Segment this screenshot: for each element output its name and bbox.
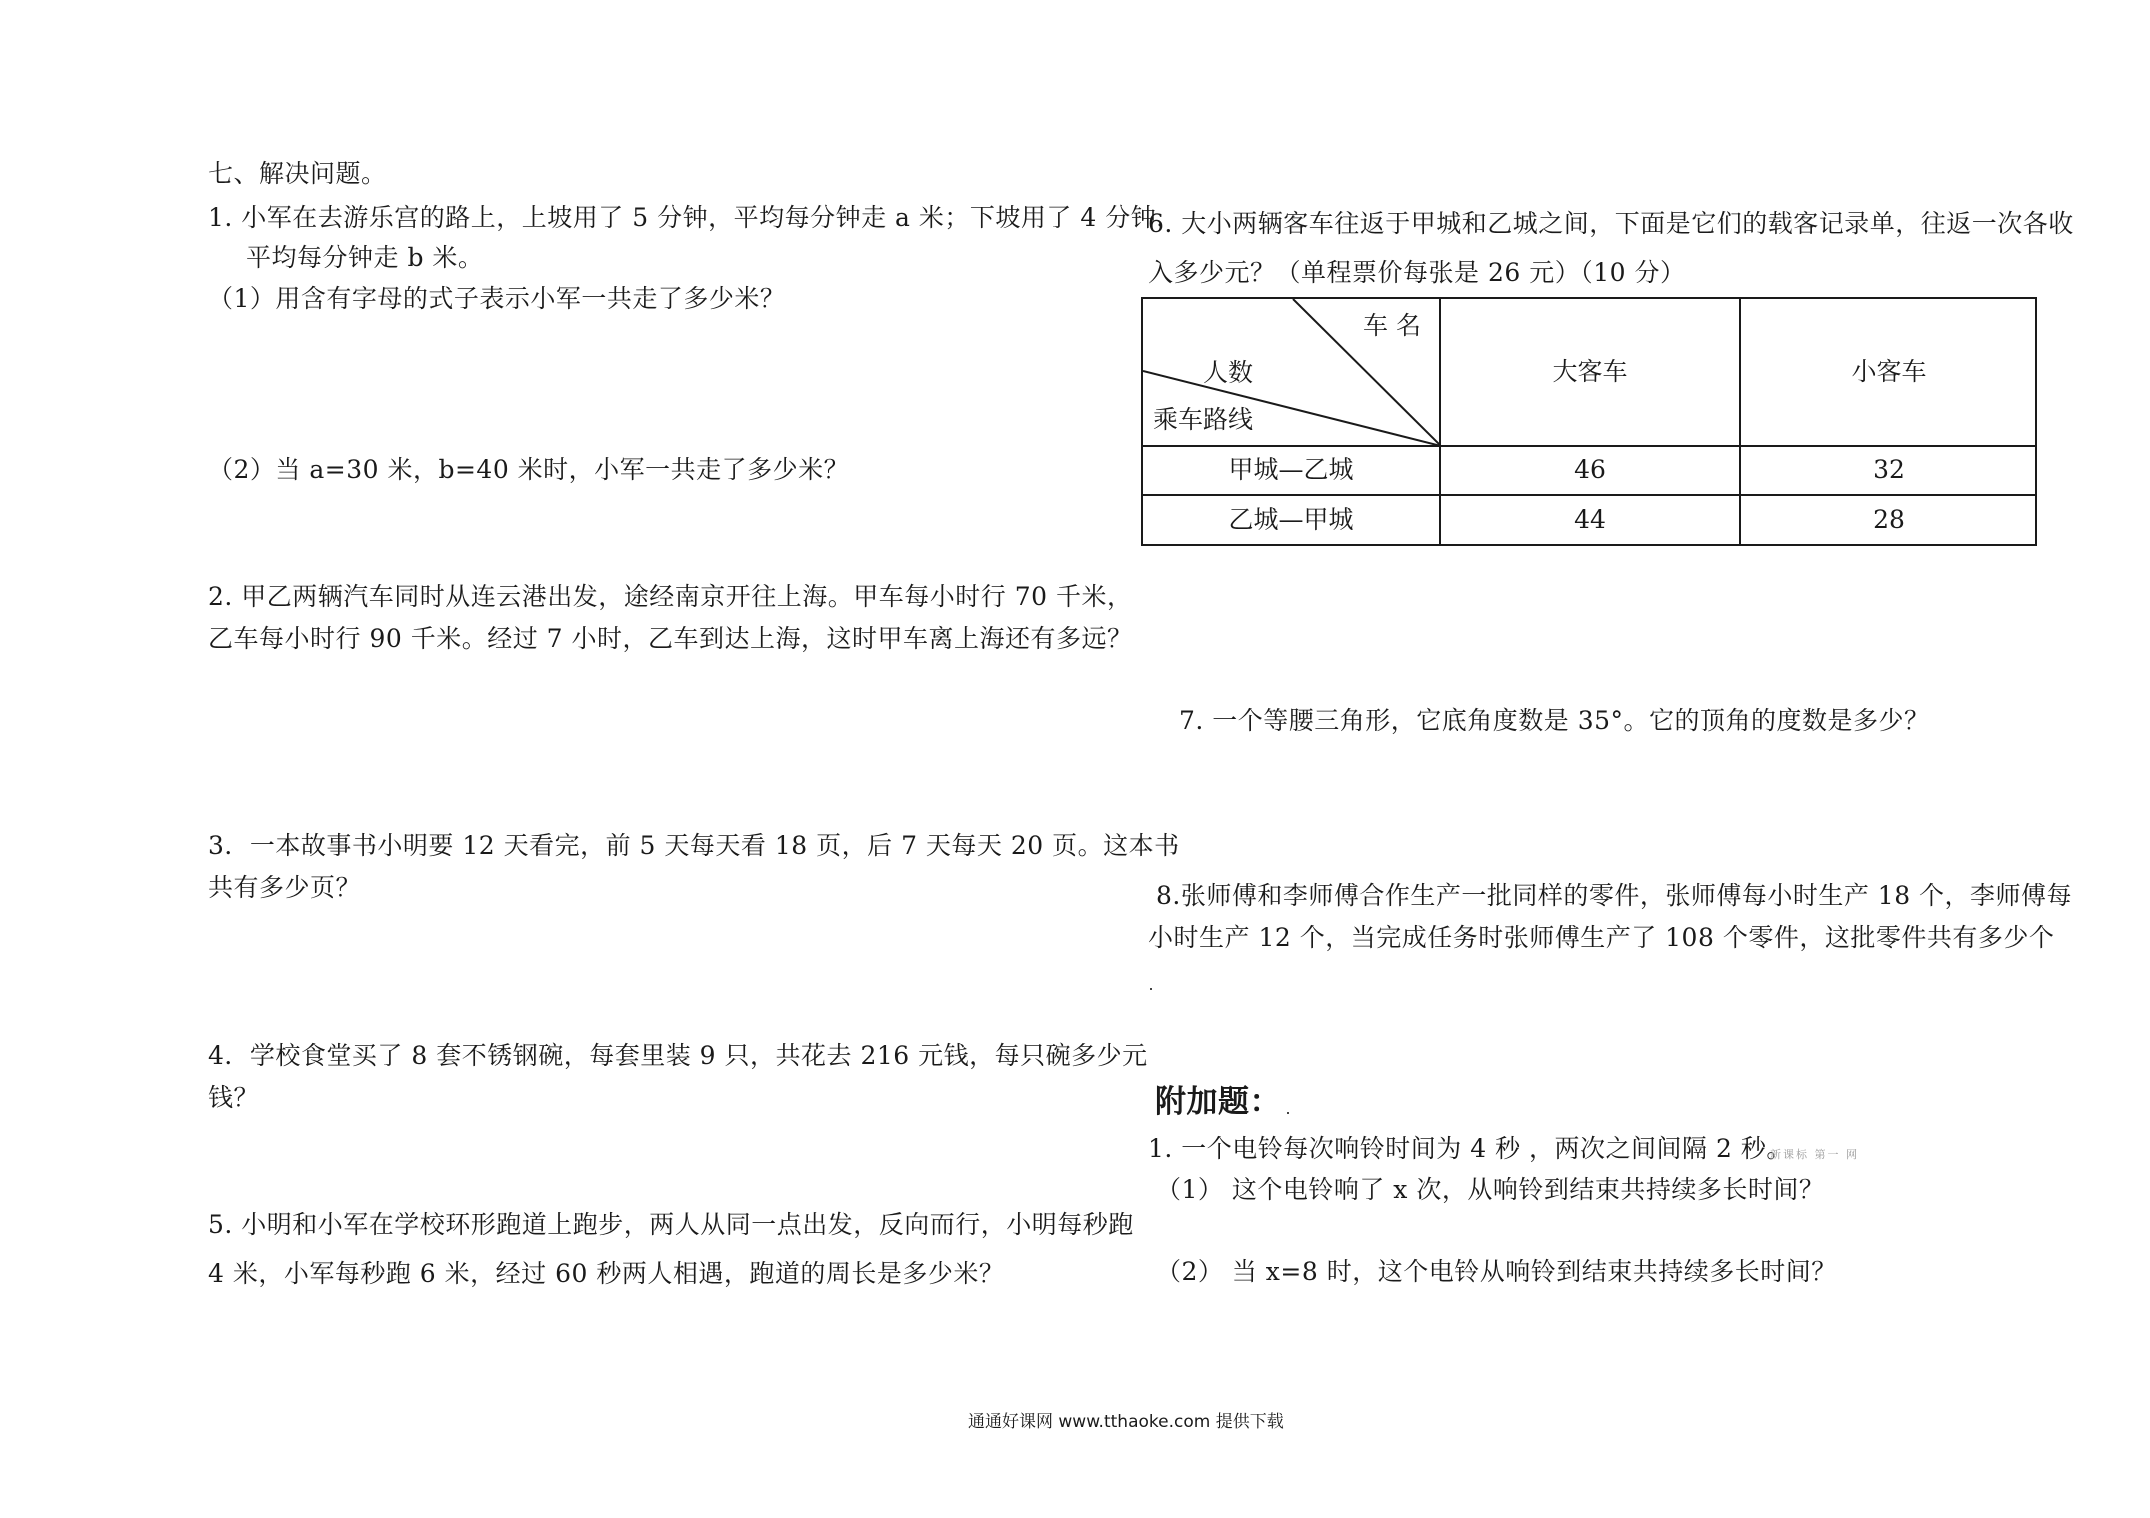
table-row-small-value: 32 [1873,455,1905,484]
question-1-sub-2: （2）当 a=30 米，b=40 米时，小军一共走了多少米？ [208,455,850,484]
table-row-big-value: 44 [1574,505,1606,534]
column-header-small-bus: 小客车 [1851,357,1927,386]
table-row-route: 甲城—乙城 [1228,455,1354,484]
header-car-name: 车 名 [1363,311,1421,340]
table-row-small-value: 28 [1873,505,1905,534]
question-5-line-1: 5. 小明和小军在学校环形跑道上跑步，两人从同一点出发，反向而行，小明每秒跑 [208,1210,1134,1239]
table-divider [1143,494,2035,496]
question-1-line-2: 平均每分钟走 b 米。 [246,243,484,272]
question-8-line-2: 小时生产 12 个，当完成任务时张师傅生产了 108 个零件，这批零件共有多少个 [1148,923,2055,952]
question-5-line-2: 4 米，小军每秒跑 6 米，经过 60 秒两人相遇，跑道的周长是多少米？ [208,1259,1005,1288]
bonus-sub-question-2: （2） 当 x=8 时，这个电铃从响铃到结束共持续多长时间？ [1156,1257,1837,1286]
header-route: 乘车路线 [1153,405,1254,434]
scan-speck [1150,988,1152,990]
section-title: 七、解决问题。 [208,159,387,188]
question-2-line-2: 乙车每小时行 90 千米。经过 7 小时，乙车到达上海，这时甲车离上海还有多远？ [208,624,1133,653]
question-8-line-1: 8.张师傅和李师傅合作生产一批同样的零件，张师傅每小时生产 18 个，李师傅每 [1156,881,2073,910]
column-header-big-bus: 大客车 [1552,357,1628,386]
question-3-line-2: 共有多少页？ [208,873,362,902]
question-3-line-1: 3．一本故事书小明要 12 天看完，前 5 天每天看 18 页，后 7 天每天 20 页。这本书 [208,831,1180,860]
scan-speck [1287,1112,1289,1114]
bonus-sub-question-1: （1） 这个电铃响了 x 次，从响铃到结束共持续多长时间？ [1156,1175,1825,1204]
table-divider [1143,445,2035,447]
question-6-line-2: 入多少元？（单程票价每张是 26 元）（10 分） [1148,258,1686,287]
footer-credit: 通通好课网 www.tthaoke.com 提供下载 [968,1412,1284,1432]
question-7: 7. 一个等腰三角形，它底角度数是 35°。它的顶角的度数是多少？ [1179,706,1930,735]
question-1-sub-1: （1）用含有字母的式子表示小军一共走了多少米？ [208,284,786,313]
question-2-line-1: 2. 甲乙两辆汽车同时从连云港出发，途经南京开往上海。甲车每小时行 70 千米， [208,582,1133,611]
question-1-line-1: 1. 小军在去游乐宫的路上，上坡用了 5 分钟，平均每分钟走 a 米；下坡用了 4 分钟， [208,203,1182,232]
bonus-title: 附加题： [1155,1084,1281,1120]
question-4-line-1: 4．学校食堂买了 8 套不锈钢碗，每套里装 9 只，共花去 216 元钱，每只碗多少元 [208,1041,1148,1070]
question-4-line-2: 钱？ [208,1083,260,1112]
passenger-table [1141,297,2037,546]
table-row-route: 乙城—甲城 [1228,505,1354,534]
watermark-text: 新课标 第一 网 [1770,1148,1859,1161]
bonus-question-1: 1. 一个电铃每次响铃时间为 4 秒 ，两次之间间隔 2 秒。 [1148,1134,1792,1163]
table-row-big-value: 46 [1574,455,1606,484]
header-passenger-count: 人数 [1203,358,1254,387]
question-6-line-1: 6. 大小两辆客车往返于甲城和乙城之间，下面是它们的载客记录单，往返一次各收 [1148,209,2074,238]
